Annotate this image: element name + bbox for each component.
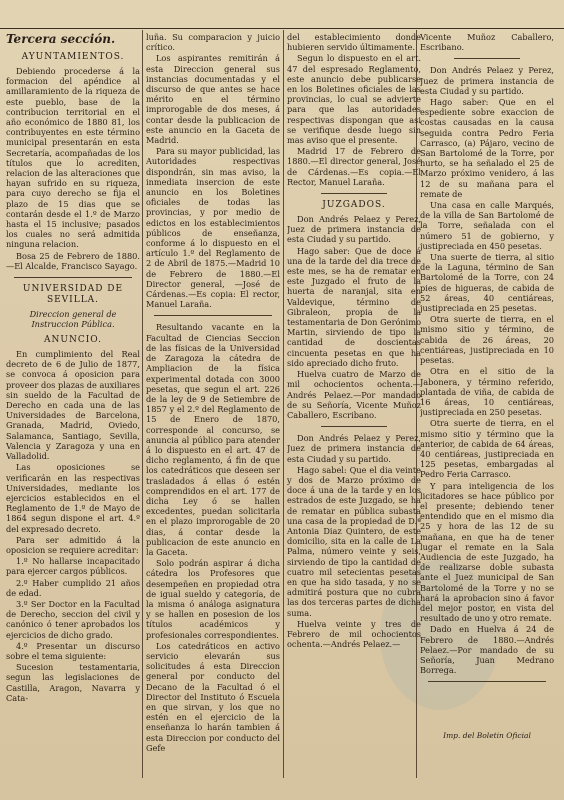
- paragraph: Segun lo dispuesto en el art. 47 del espresado Reglamento, este anuncio debe publicarse en los Boletines oficiales de las provincias, lo cual se advierte para que las autoridades respectivas dispongan que asi se verifique desde luego sin mas aviso que el presente.: [287, 53, 421, 146]
- separator-rule: [321, 426, 387, 427]
- paragraph: 3.º Ser Doctor en la Facultad de Derecho, seccion del civil y canónico ó tener aprobados los ejercicios de dicho grado.: [6, 598, 140, 640]
- paragraph: Hago saber: Que de doce á una de la tarde del dia trece de este mes, se ha de rematar en este Juzgado el fruto de la huerta de naranjal, sita en Valdevique, término de Gibraleon, propia de la testamentaria de Don Gerónimo Martin, sirviendo de tipo la cantidad de doscientas cincuenta pesetas en que ha sido apreciado dicho fruto.: [287, 245, 421, 368]
- separator-rule: [321, 193, 387, 194]
- column-rule: [283, 30, 284, 778]
- top-rule: [0, 28, 564, 29]
- paragraph: del establecimiento donde hubieren servido últimamente.: [287, 32, 421, 53]
- paragraph: Para ser admitido á la oposicion se requiere acreditar:: [6, 534, 140, 555]
- paragraph: Debiendo procederse á la formacion del apéndice al amillaramiento de la riqueza de este pueblo, base de la contribucion territorial en el año económico de 1880 81, los contribuyentes en este término municipal presentarán en esta Secretaría, acompañadas de los títulos que lo acrediten, relacion de las alteraciones que hayan sufrido en su riqueza, para cuyo derecho se fija el plazo de 15 dias que se contarán desde el 1.º de Marzo hasta el 15 inclusive; pasados los cuales no será admitida ninguna relacion.: [6, 66, 140, 250]
- paragraph: Madrid 17 de Febrero de 1880.—El director general, José de Cárdenas.—Es copia.—El Rector, Manuel Laraña.: [287, 146, 421, 187]
- paragraph: Las oposiciones se verificarán en las respectivas Universidades, mediante los ejercicios establecidos en el Reglamento de 1.º de Mayo de 1864 segun dispone el art. 4.º del expresado decreto.: [6, 462, 140, 534]
- section-title: Tercera sección.: [6, 32, 116, 46]
- column-3: [287, 32, 421, 650]
- paragraph: Para su mayor publicidad, las Autoridades respectivas dispondrán, sin mas aviso, la inmediata insercion de este anuncio en los Boletines oficiales de todas las provincias, y por medio de edictos en los establecimientos públicos de enseñanza, conforme á lo dispuesto en el artículo 1.º del Reglamento de 2 de Abril de 1875.—Madrid 10 de Febrero de 1880.—El Director general, —José de Cárdenas.—Es copia: El rector, Manuel Laraña.: [146, 146, 280, 310]
- paragraph: Don Andrés Pelaez y Perez, Juez de primera instancia de esta Ciudad y su partido.: [287, 433, 421, 464]
- paragraph: Dado en Huelva á 24 de Febrero de 1880.—Andrés Pelaez.—Por mandado de su Señoría, Juan Medrano Borrega.: [420, 624, 554, 676]
- paragraph: Hago saber: Que en el espediente sobre exaccion de costas causadas en la causa seguida contra Pedro Feria Carrasco, (a) Pájaro, vecino de San Bartolomé de la Torre, por hurto, se ha señalado el 25 de Marzo próximo venidero, á las 12 de su mañana para el remate de: [420, 97, 554, 199]
- column-4: [420, 32, 554, 688]
- block-heading: UNIVERSIDAD DE SEVILLA.: [22, 284, 124, 306]
- block-subheading: Direccion general de Instruccion Pública.: [29, 309, 117, 330]
- imprint: Imp. del Boletin Oficial: [443, 731, 531, 740]
- paragraph: Otra suerte de tierra, en el mismo sitio y término que la anterior, de cabida de 64 áreas, 40 centiáreas, justipreciada en 125 pesetas, embargadas al Pedro Feria Carrasco.: [420, 418, 554, 480]
- paragraph: Resultando vacante en la Facultad de Ciencias Seccion de las físicas de la Universidad de Zaragoza la cátedra de Ampliacion de la física experimental dotada con 3000 pesetas, que segun el art. 226 de la ley de 9 de Setiembre de 1857 y el 2.º del Reglamento de 15 de Enero de 1870, corresponde al concurso, se anuncia al público para atender á lo dispuesto en el art. 47 de dicho reglamento, á fin de que los catedráticos que deseen ser trasladados á ellas ó estén comprendidos en el art. 177 de dicha Ley ó se hallen excedentes, puedan solicitarla en el plazo improrogable de 20 dias, á contar desde la publicacion de este anuncio en la Gaceta.: [146, 322, 280, 557]
- paragraph: 2.º Haber cumplido 21 años de edad.: [6, 577, 140, 598]
- paragraph: Hago sabel: Que el dia veinte y dos de Marzo próximo de doce á una de la tarde y en los estrados de este Juzgado, se ha de rematar en pública subasta una casa de la propiedad de D.ª Antonia Diaz Quintero, de este domicilio, sita en la calle de La Palma, número veinte y seis, sirviendo de tipo la cantidad de cuatro mil setecientas pesetas en que ha sido tasada, y no se admitirá postura que no cubra las dos terceras partes de dicha suma.: [287, 464, 421, 618]
- paragraph: Y para inteligencia de los licitadores se hace público por el presente; debiendo tener entendido que en el mismo dia 25 y hora de las 12 de su mañana, en que ha de tener lugar el remate en la Sala Audiencia de este Juzgado, ha de realizarse doble subasta ante el Juez municipal de San Bartolomé de la Torre y no se hará la aprobacion sino á favor del mejor postor, en vista del resultado de uno y otro remate.: [420, 480, 554, 624]
- paragraph: 1.º No hallarse incapacitado para ejercer cargos públicos.: [6, 556, 140, 577]
- separator-rule: [154, 315, 272, 316]
- column-2: [146, 32, 280, 754]
- paragraph: Otra suerte de tierra, en el mismo sitio y término, de cabida de 26 áreas, 20 centiáreas, justipreciada en 10 pesetas.: [420, 314, 554, 366]
- paragraph: Una suerte de tierra, al sitio de la Laguna, término de San Bartolomé de la Torre, con 24 pies de higueras, de cabida de 52 áreas, 40 centiáreas, justipreciada en 25 pesetas.: [420, 252, 554, 314]
- paragraph: Don Andrés Pelaez y Perez, Juez de primera instancia de esta Ciudad y su partido.: [420, 65, 554, 96]
- paragraph: En cumplimiento del Real decreto de 6 de Julio de 1877, se convoca á oposicion para proveer dos plazas de auxiliares sin sueldo de la Facultad de Derecho en cada una de las Universidades de Barcelona, Granada, Madrid, Oviedo, Salamanca, Santiago, Sevilla, Valencia y Zaragoza y una en Valladolid.: [6, 349, 140, 462]
- paragraph: Sucesion testamentaria, segun las legislaciones de Castilla, Aragon, Navarra y Cata-: [6, 662, 140, 703]
- paragraph: Otra en el sitio de la Jabonera, y término referido, plantada de viña, de cabida de 16 áreas, 10 centiáreas, justipreciada en 250 pesetas.: [420, 366, 554, 418]
- block-heading: JUZGADOS.: [322, 200, 386, 211]
- separator-rule: [454, 58, 520, 59]
- block-heading: AYUNTAMIENTOS.: [21, 52, 125, 62]
- paragraph: Bosa 25 de Febrero de 1880.—El Alcalde, Francisco Sayago.: [6, 250, 140, 271]
- paragraph: 4.º Presentar un discurso sobre el tema siguiente:: [6, 640, 140, 661]
- block-heading: ANUNCIO.: [44, 335, 102, 346]
- paragraph: Vicente Muñoz Caballero, Escribano.: [420, 32, 554, 53]
- paragraph: Huelva cuatro de Marzo de mil ochocientos ochenta.—Andrés Pelaez.—Por mandado de su Señoría, Vicente Muñoz Caballero, Escribano.: [287, 369, 421, 420]
- paragraph: Huelva veinte y tres de Febrero de mil ochocientos ochenta.—Andrés Pelaez.—: [287, 618, 421, 650]
- separator-rule: [14, 277, 132, 278]
- paragraph: Los aspirantes remitirán á esta Direccion general sus instancias documentadas y el discurso de que antes se hace mérito en el término improrogable de dos meses, á contar desde la publicacion de este anuncio en la Gaceta de Madrid.: [146, 53, 280, 146]
- paragraph: Don Andrés Pelaez y Perez, Juez de primera instancia de esta Ciudad y su partido.: [287, 214, 421, 245]
- column-1: [6, 32, 140, 704]
- paragraph: luña. Su comparacion y juicio crítico.: [146, 32, 280, 53]
- column-rule: [142, 30, 143, 778]
- paragraph: Una casa en calle Marqués, de la villa de San Bartolomé de la Torre, señalada con el número 51 de gobierno, y justipreciada en 450 pesetas.: [420, 200, 554, 251]
- paragraph: Los catedráticos en activo servicio elevarán sus solicitudes á esta Direccion general por conducto del Decano de la Facultad ó el Director del Instituto ó Escuela en que sirvan, y los que no estén en el ejercicio de la enseñanza lo harán tambien á esta Direccion por conducto del Gefe: [146, 640, 280, 753]
- separator-rule: [428, 681, 546, 682]
- paragraph: Solo podrán aspirar á dicha cátedra los Profesores que desempeñen en propiedad otra de igual sueldo y categoría, de la misma ó análoga asignatura y se hallen en posesion de los títulos académicos y profesionales correspondientes.: [146, 558, 280, 640]
